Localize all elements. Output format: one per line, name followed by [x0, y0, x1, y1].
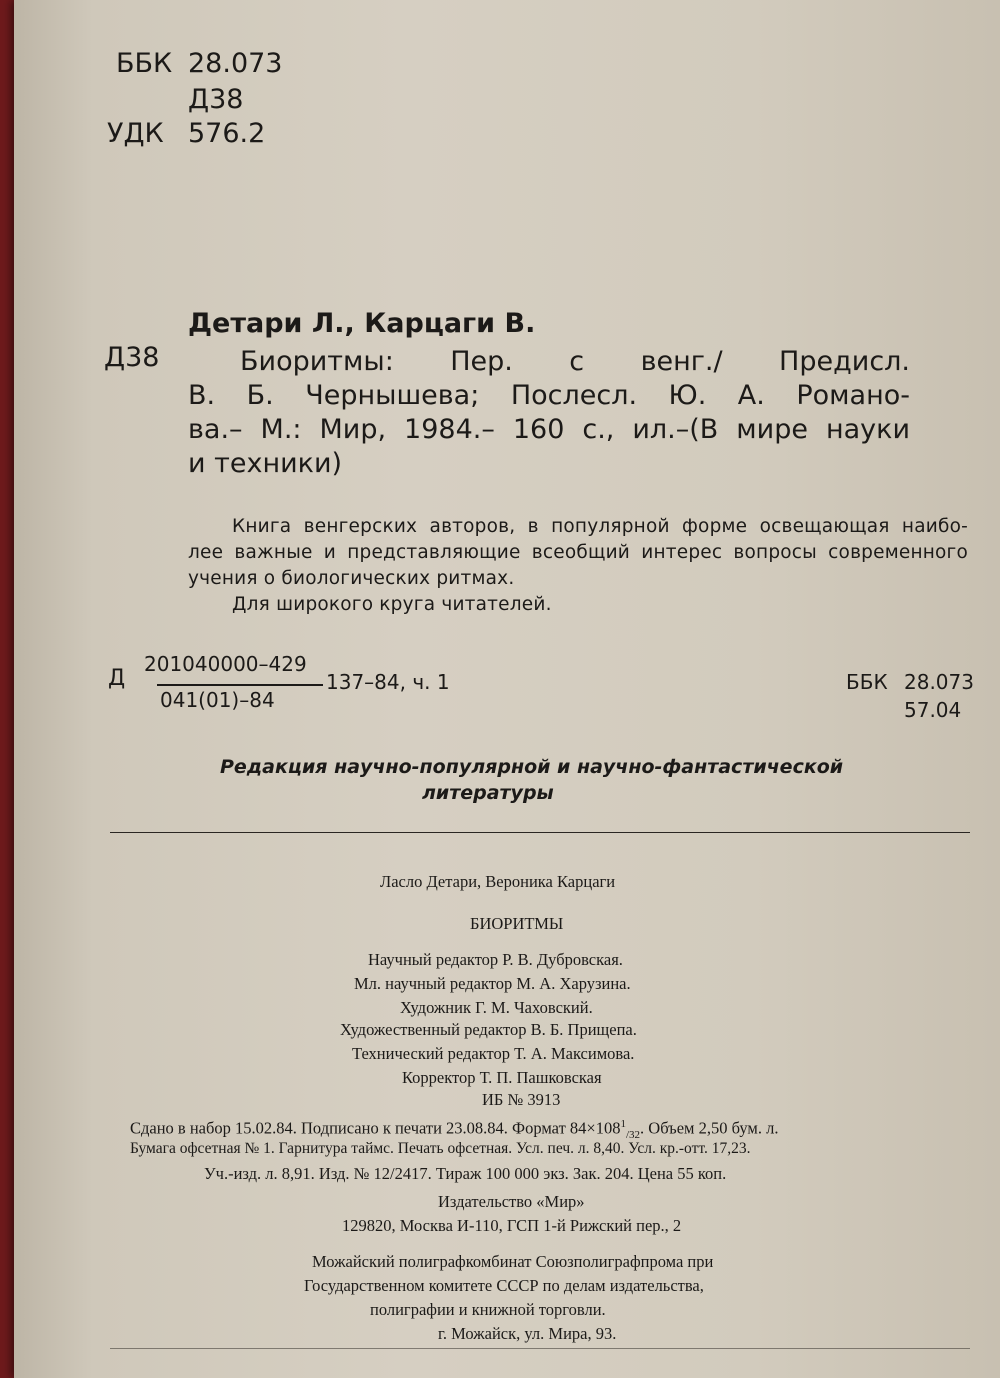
author-mark: Д38 [188, 84, 244, 115]
publisher-name: Издательство «Мир» [438, 1192, 585, 1211]
editorial-line: Редакция научно-популярной и научно-фантастической [220, 756, 844, 778]
catalog-line: В. Б. Чернышева; Послесл. Ю. А. Романо- [188, 380, 910, 411]
catalog-line: ва.– М.: Мир, 1984.– 160 с., ил.–(В мире науки [188, 414, 910, 445]
annotation-audience: Для широкого круга читателей. [232, 594, 552, 615]
tech-line: Уч.-изд. л. 8,91. Изд. № 12/2417. Тираж 100 000 экз. Зак. 204. Цена 55 коп. [204, 1164, 727, 1183]
publisher-address: 129820, Москва И-110, ГСП 1-й Рижский пер., 2 [342, 1216, 682, 1235]
divider [110, 832, 970, 833]
credit-line: Художник Г. М. Чаховский. [400, 998, 593, 1017]
credit-line: Художественный редактор В. Б. Прищепа. [340, 1020, 637, 1039]
imprint-title: БИОРИТМЫ [470, 914, 564, 933]
fraction-line [157, 684, 323, 686]
index-bbk-label: ББК [846, 670, 888, 694]
volume-text: . Объем 2,50 бум. л. [640, 1118, 779, 1138]
printer-line: полиграфии и книжной торговли. [370, 1300, 606, 1319]
index-letter: Д [108, 666, 126, 691]
credit-line: Мл. научный редактор М. А. Харузина. [354, 974, 631, 993]
editorial-line: литературы [422, 782, 554, 804]
udk-label: УДК [107, 118, 164, 149]
catalog-line: Биоритмы: Пер. с венг./ Предисл. [240, 346, 910, 377]
tech-line [130, 1118, 778, 1141]
printer-line: Можайский полиграфкомбинат Союзполиграфпрома при [312, 1252, 714, 1271]
index-bbk-value: 28.073 [904, 670, 974, 694]
index-denominator: 041(01)–84 [160, 688, 275, 712]
udk-value: 576.2 [188, 118, 266, 149]
credit-line: Корректор Т. П. Пашковская [402, 1068, 602, 1087]
index-numerator: 201040000–429 [144, 652, 307, 676]
bottom-edge-line [110, 1348, 970, 1349]
ib-number: ИБ № 3913 [482, 1090, 561, 1109]
bbk-value: 28.073 [188, 48, 283, 79]
book-page [14, 0, 1000, 1378]
catalog-side-code: Д38 [104, 342, 160, 373]
catalog-line: и техники) [188, 448, 343, 479]
tech-text: Сдано в набор 15.02.84. Подписано к печати 23.08.84. Формат 84×108 [130, 1118, 621, 1138]
format-sup: 1 [620, 1118, 626, 1130]
index-order: 137–84, ч. 1 [326, 670, 450, 694]
annotation-line: учения о биологических ритмах. [188, 568, 515, 589]
credit-line: Технический редактор Т. А. Максимова. [352, 1044, 635, 1063]
catalog-authors: Детари Л., Карцаги В. [188, 308, 536, 339]
printer-line: Государственном комитете СССР по делам издательства, [304, 1276, 704, 1295]
annotation-line: Книга венгерских авторов, в популярной форме освещающая наибо- [232, 516, 968, 537]
tech-line: Бумага офсетная № 1. Гарнитура таймс. Печать офсетная. Усл. печ. л. 8,40. Усл. кр.-отт. 17,23. [130, 1140, 751, 1157]
bbk-label: ББК [116, 48, 173, 79]
annotation-line: лее важные и представляющие всеобщий интерес вопросы современного [188, 542, 968, 563]
credit-line: Научный редактор Р. В. Дубровская. [368, 950, 623, 969]
printer-address: г. Можайск, ул. Мира, 93. [438, 1324, 617, 1343]
index-bbk-sub: 57.04 [904, 698, 962, 722]
imprint-authors: Ласло Детари, Вероника Карцаги [380, 872, 616, 891]
format-sub: /32 [625, 1128, 641, 1141]
